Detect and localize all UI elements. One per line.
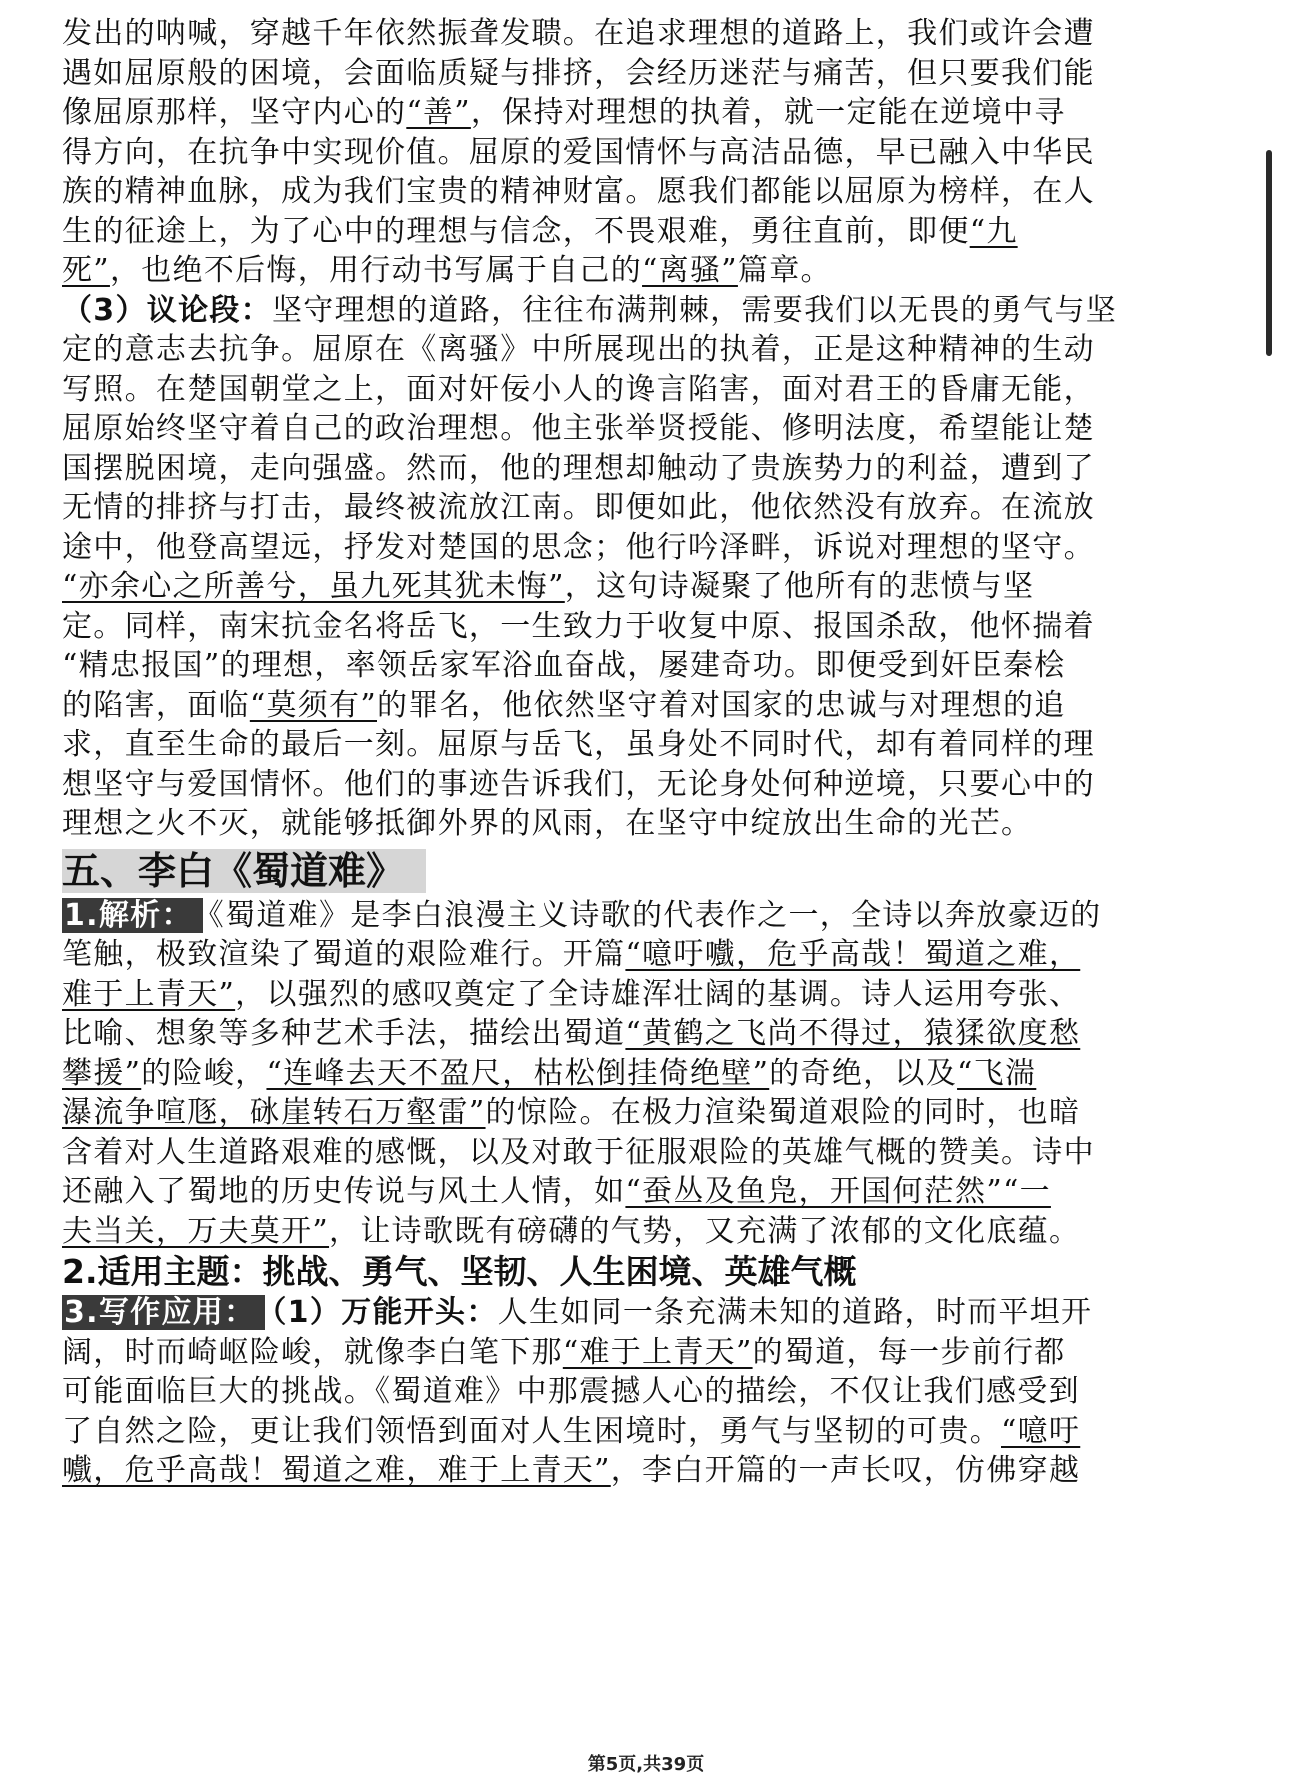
text-line: 发出的呐喊，穿越千年依然振聋发聩。在追求理想的道路上，我们或许会遭 [62, 16, 1095, 51]
text-line: 阔，时而崎岖险峻，就像李白笔下那“难于上青天”的蜀道，每一步前行都 [62, 1334, 1066, 1370]
text-line: “精忠报国”的理想，率领岳家军浴血奋战，屡建奇功。即便受到奸臣秦桧 [62, 648, 1066, 683]
text-line: 死”，也绝不后悔，用行动书写属于自己的“离骚”篇章。 [62, 253, 832, 288]
text-line: 想坚守与爱国情怀。他们的事迹告诉我们，无论身处何种逆境，只要心中的 [62, 766, 1095, 802]
scrollbar-thumb[interactable] [1266, 150, 1272, 356]
text-line: “亦余心之所善兮，虽九死其犹未悔”，这句诗凝聚了他所有的悲愤与坚 [62, 569, 1035, 604]
text-line: 理想之火不灭，就能够抵御外界的风雨，在坚守中绽放出生命的光芒。 [62, 806, 1033, 841]
argument-paragraph-start: （3）议论段：坚守理想的道路，往往布满荆棘，需要我们以无畏的勇气与坚 [62, 292, 1118, 328]
section-heading: 五、李白《蜀道难》 [62, 848, 1232, 894]
text-line: 像屈原那样，坚守内心的“善”，保持对理想的执着，就一定能在逆境中寻 [62, 95, 1066, 130]
theme-line: 2.适用主题：挑战、勇气、坚韧、人生困境、英雄气概 [62, 1252, 857, 1291]
page-number: 第5页,共39页 [587, 1754, 705, 1775]
text-line: 写照。在楚国朝堂之上，面对奸佞小人的谗言陷害，面对君王的昏庸无能， [62, 371, 1095, 407]
text-line: 还融入了蜀地的历史传说与风土人情，如“蚕丛及鱼凫，开国何茫然”“一 [62, 1174, 1051, 1209]
text-line: 难于上青天”，以强烈的感叹奠定了全诗雄浑壮阔的基调。诗人运用夸张、 [62, 976, 1081, 1012]
text-line: 嚱，危乎高哉！蜀道之难，难于上青天”，李白开篇的一声长叹，仿佛穿越 [62, 1453, 1081, 1488]
text-line: 的陷害，面临“莫须有”的罪名，他依然坚守着对国家的忠诚与对理想的追 [62, 687, 1066, 723]
text-line: 得方向，在抗争中实现价值。屈原的爱国情怀与高洁品德，早已融入中华民 [62, 134, 1095, 170]
writing-tag: 3.写作应用： [62, 1295, 265, 1330]
text-line: 族的精神血脉，成为我们宝贵的精神财富。愿我们都能以屈原为榜样，在人 [62, 174, 1095, 209]
text-line: 含着对人生道路艰难的感慨，以及对敢于征服艰险的英雄气概的赞美。诗中 [62, 1134, 1095, 1170]
text-line: 途中，他登高望远，抒发对楚国的思念；他行吟泽畔，诉说对理想的坚守。 [62, 529, 1095, 565]
text-line: 无情的排挤与打击，最终被流放江南。即便如此，他依然没有放弃。在流放 [62, 490, 1095, 525]
text-line: 瀑流争喧豗，砯崖转石万壑雷”的惊险。在极力渲染蜀道艰险的同时，也暗 [62, 1095, 1081, 1130]
text-line: 生的征途上，为了心中的理想与信念，不畏艰难，勇往直前，即便“九 [62, 213, 1018, 249]
text-line: 国摆脱困境，走向强盛。然而，他的理想却触动了贵族势力的利益，遭到了 [62, 450, 1095, 486]
text-line: 屈原始终坚守着自己的政治理想。他主张举贤授能、修明法度，希望能让楚 [62, 411, 1095, 446]
text-line: 比喻、想象等多种艺术手法，描绘出蜀道“黄鹤之飞尚不得过，猿猱欲度愁 [62, 1016, 1081, 1051]
text-line: 可能面临巨大的挑战。《蜀道难》中那震撼人心的描绘，不仅让我们感受到 [62, 1374, 1080, 1409]
analysis-tag: 1.解析： [62, 898, 203, 933]
text-line: 笔触，极致渲染了蜀道的艰险难行。开篇“噫吁嚱，危乎高哉！蜀道之难， [62, 937, 1081, 972]
text-line: 夫当关，万夫莫开”，让诗歌既有磅礴的气势，又充满了浓郁的文化底蕴。 [62, 1213, 1081, 1249]
text-line: 了自然之险，更让我们领悟到面对人生困境时，勇气与坚韧的可贵。“噫吁 [62, 1413, 1081, 1449]
text-line: 求，直至生命的最后一刻。屈原与岳飞，虽身处不同时代，却有着同样的理 [62, 727, 1095, 762]
text-line: 攀援”的险峻，“连峰去天不盈尺，枯松倒挂倚绝壁”的奇绝，以及“飞湍 [62, 1055, 1037, 1091]
text-line: 遇如屈原般的困境，会面临质疑与排挤，会经历迷茫与痛苦，但只要我们能 [62, 55, 1095, 91]
text-line: 定的意志去抗争。屈原在《离骚》中所展现出的执着，正是这种精神的生动 [62, 332, 1095, 367]
text-line: 定。同样，南宋抗金名将岳飞，一生致力于收复中原、报国杀敌，他怀揣着 [62, 608, 1095, 644]
writing-line: 3.写作应用： （1）万能开头：人生如同一条充满未知的道路，时而平坦开 [64, 1295, 1093, 1330]
analysis-line: 1.解析： 《蜀道难》是李白浪漫主义诗歌的代表作之一，全诗以奔放豪迈的 [64, 897, 1102, 933]
